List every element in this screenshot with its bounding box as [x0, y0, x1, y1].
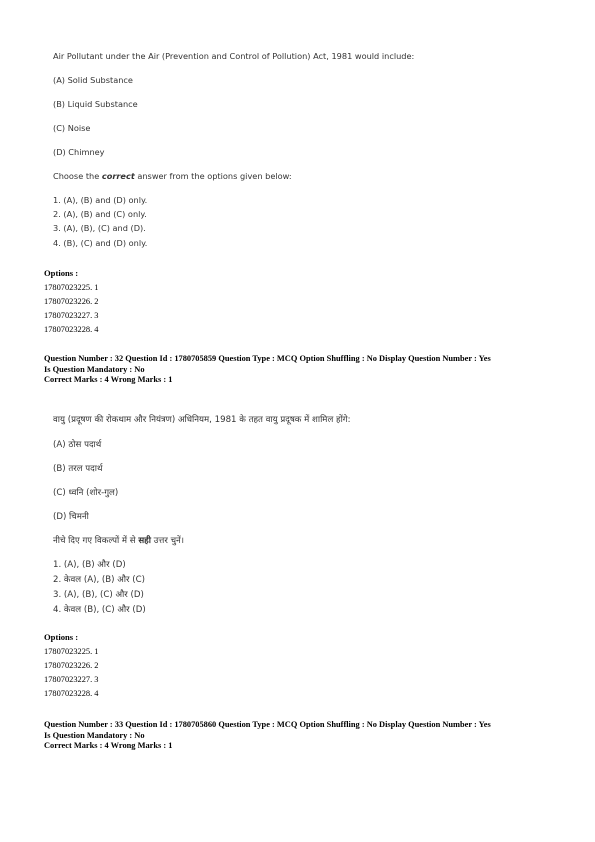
statement-c: (C) Noise	[53, 123, 91, 133]
statement-a: (A) Solid Substance	[53, 75, 133, 85]
option-id-4: 17807023228. 4	[44, 325, 99, 334]
statement-d: (D) Chimney	[53, 147, 105, 157]
question-meta-line-1: Question Number : 32 Question Id : 1780705859 Question Type : MCQ Option Shuffling : No Display Question Number : Yes	[44, 354, 491, 363]
question-meta-next-line-2: Is Question Mandatory : No	[44, 730, 145, 740]
question-meta-line-3: Correct Marks : 4 Wrong Marks : 1	[44, 375, 173, 384]
question-meta-next	[44, 720, 559, 752]
emphasis-word: correct	[101, 171, 135, 181]
option-id-4-b: 17807023228. 4	[44, 689, 99, 698]
statement-b-hindi: (B) तरल पदार्थ	[53, 464, 103, 474]
answer-option-4-hindi: 4. केवल (B), (C) और (D)	[53, 605, 146, 615]
choose-instruction: Choose the correct answer from the options given below:	[53, 171, 292, 181]
answer-option-2-hindi: 2. केवल (A), (B) और (C)	[53, 575, 145, 585]
option-id-2: 17807023226. 2	[44, 297, 99, 306]
option-id-1-b: 17807023225. 1	[44, 647, 99, 656]
question-stem: Air Pollutant under the Air (Prevention and Control of Pollution) Act, 1981 would include:	[53, 51, 415, 61]
statement-a-hindi: (A) ठोस पदार्थ	[53, 440, 102, 450]
question-meta-next-line-1: Question Number : 33 Question Id : 1780705860 Question Type : MCQ Option Shuffling : No Display Question Number : Yes	[44, 720, 491, 729]
answer-option-4: 4. (B), (C) and (D) only.	[53, 238, 148, 248]
statement-b: (B) Liquid Substance	[53, 99, 138, 109]
question-meta-line-2: Is Question Mandatory : No	[44, 364, 145, 374]
question-meta	[44, 354, 559, 386]
options-heading: Options :	[44, 268, 79, 278]
answer-option-1-hindi: 1. (A), (B) और (D)	[53, 560, 126, 570]
option-id-3: 17807023227. 3	[44, 311, 99, 320]
question-stem-hindi: वायु (प्रदूषण की रोकथाम और नियंत्रण) अधिनियम, 1981 के तहत वायु प्रदूषक में शामिल होंगे:	[53, 415, 351, 425]
answer-option-2: 2. (A), (B) and (C) only.	[53, 209, 147, 219]
emphasis-word-hindi: सही	[138, 536, 151, 546]
option-id-2-b: 17807023226. 2	[44, 661, 99, 670]
answer-option-3-hindi: 3. (A), (B), (C) और (D)	[53, 590, 144, 600]
option-id-3-b: 17807023227. 3	[44, 675, 99, 684]
statement-c-hindi: (C) ध्वनि (शोर-गुल)	[53, 488, 119, 498]
choose-instruction-hindi: नीचे दिए गए विकल्पों में से सही उत्तर चुनें।	[53, 536, 185, 546]
answer-option-3: 3. (A), (B), (C) and (D).	[53, 223, 146, 233]
answer-option-1: 1. (A), (B) and (D) only.	[53, 195, 148, 205]
options-heading-2: Options :	[44, 632, 79, 642]
question-meta-next-line-3: Correct Marks : 4 Wrong Marks : 1	[44, 741, 173, 750]
option-id-1: 17807023225. 1	[44, 283, 99, 292]
statement-d-hindi: (D) चिमनी	[53, 512, 89, 522]
